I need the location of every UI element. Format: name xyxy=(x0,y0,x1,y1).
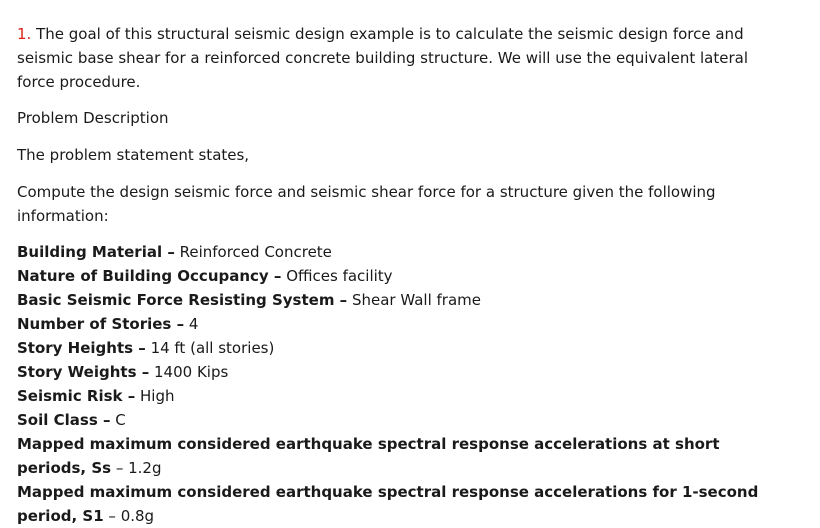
spec-number-of-stories xyxy=(17,312,790,336)
spec-story-heights xyxy=(17,336,790,360)
spec-label: Mapped maximum considered earthquake spectral response accelerations at short periods, Ss xyxy=(17,435,720,477)
spec-s1 xyxy=(17,480,790,528)
spec-value: C xyxy=(110,411,126,429)
spec-value: Offices facility xyxy=(281,267,393,285)
spec-label: Number of Stories – xyxy=(17,315,185,333)
spec-label: Building Material – xyxy=(17,243,175,261)
spec-value: – 1.2g xyxy=(111,459,162,477)
intro-paragraph xyxy=(17,22,790,94)
spec-value: Shear Wall frame xyxy=(347,291,481,309)
problem-heading: Problem Description xyxy=(17,109,169,127)
statement-lead: The problem statement states, xyxy=(17,146,250,164)
item-number: 1. xyxy=(17,25,32,43)
spec-label: Nature of Building Occupancy – xyxy=(17,267,282,285)
intro-text: The goal of this structural seismic design example is to calculate the seismic design force and seismic base shear for a reinforced concrete building structure. We will use the equivalent lateral force procedure. xyxy=(17,25,748,91)
compute-paragraph: Compute the design seismic force and seismic shear force for a structure given the following information: xyxy=(17,183,716,225)
spec-story-weights xyxy=(17,360,790,384)
spec-value: 4 xyxy=(184,315,199,333)
spec-value: High xyxy=(135,387,175,405)
spec-label: Seismic Risk – xyxy=(17,387,136,405)
spec-value: 14 ft (all stories) xyxy=(145,339,275,357)
spec-value: 1400 Kips xyxy=(149,363,229,381)
spec-soil-class xyxy=(17,408,790,432)
spec-value: – 0.8g xyxy=(103,507,155,525)
spec-building-material xyxy=(17,240,790,264)
spec-resisting-system xyxy=(17,288,790,312)
spec-seismic-risk xyxy=(17,384,790,408)
spec-label: Story Heights – xyxy=(17,339,146,357)
spec-label: Mapped maximum considered earthquake spectral response accelerations for 1-second period, S1 xyxy=(17,483,759,525)
spec-label: Story Weights – xyxy=(17,363,150,381)
spec-occupancy xyxy=(17,264,790,288)
spec-ss xyxy=(17,432,790,480)
spec-value: Reinforced Concrete xyxy=(174,243,332,261)
spec-label: Basic Seismic Force Resisting System – xyxy=(17,291,348,309)
spec-list xyxy=(17,240,790,528)
spec-label: Soil Class – xyxy=(17,411,111,429)
